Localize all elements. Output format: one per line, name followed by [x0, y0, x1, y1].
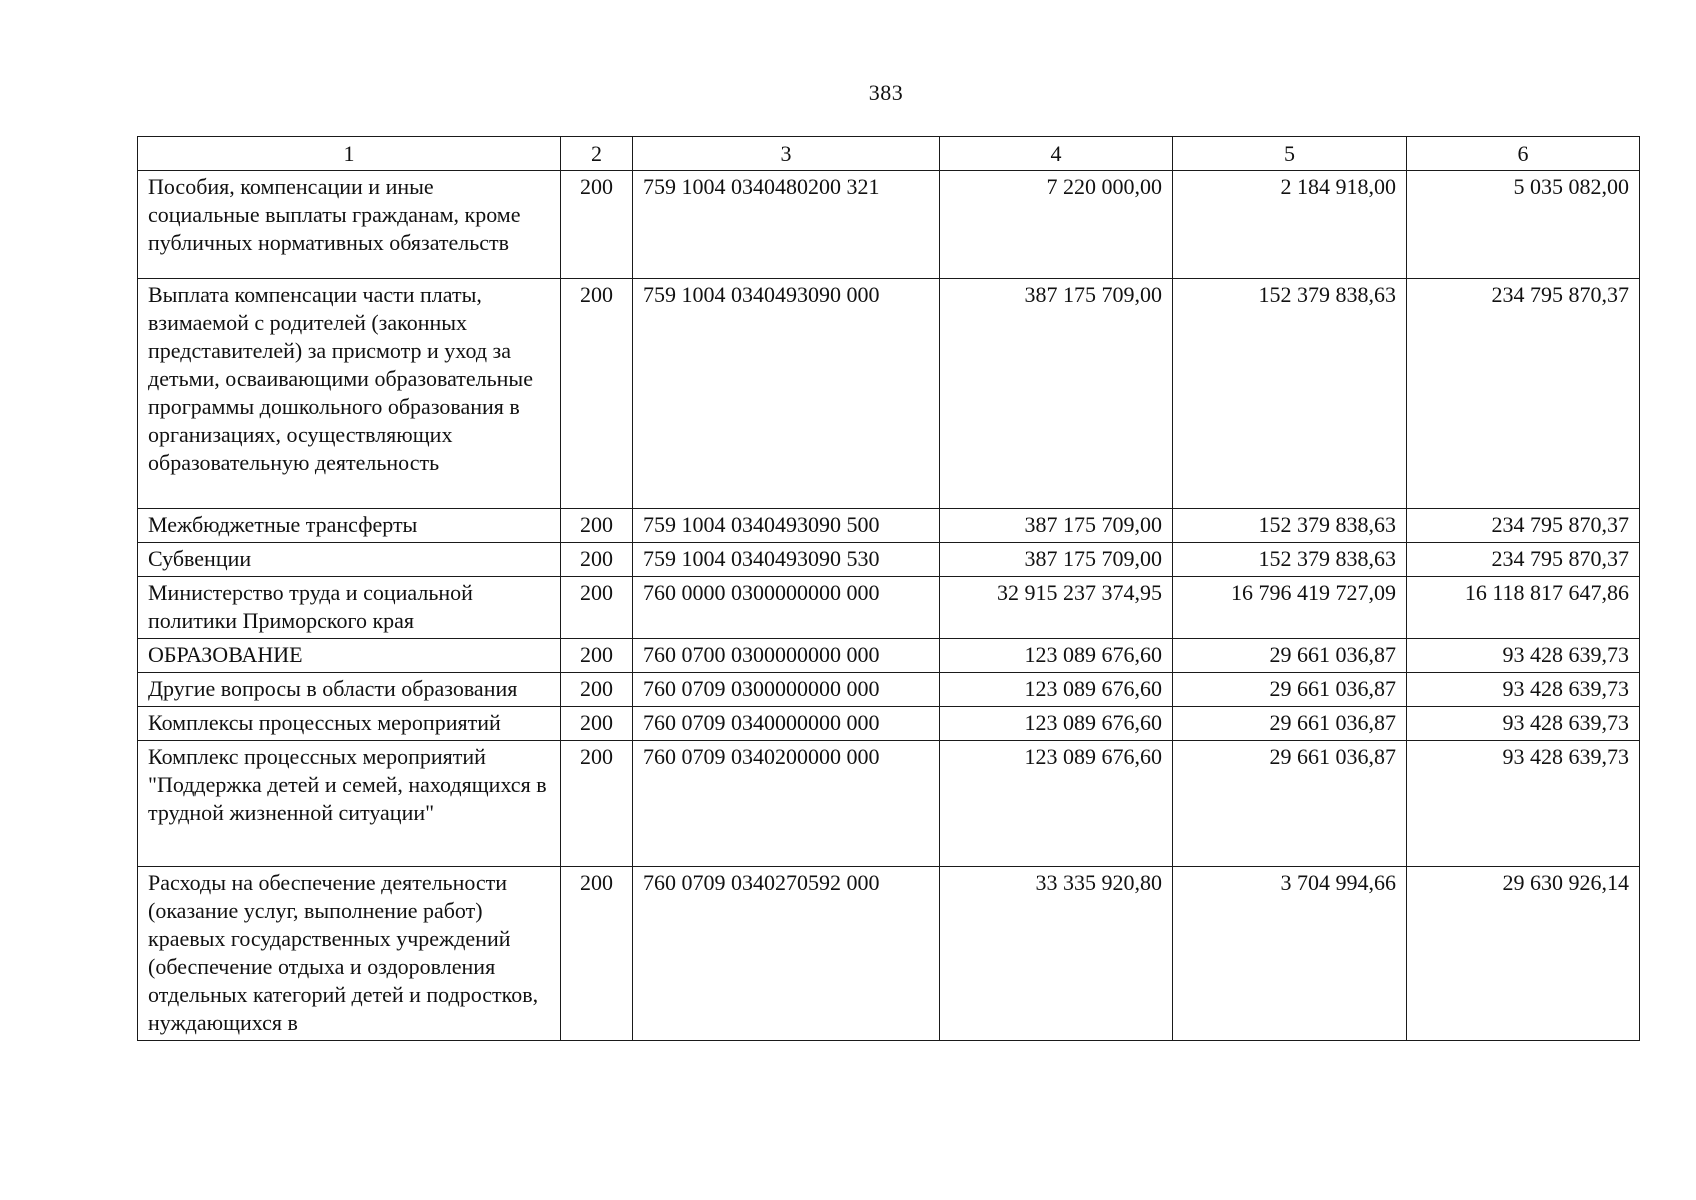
row-col4-value: 32 915 237 374,95 [940, 577, 1173, 639]
row-col6-value: 93 428 639,73 [1407, 639, 1640, 673]
row-line-code: 200 [561, 543, 633, 577]
row-name: Комплекс процессных мероприятий "Поддержка детей и семей, находящихся в трудной жизненной ситуации" [138, 741, 561, 867]
table-row [138, 509, 1640, 543]
row-line-code: 200 [561, 673, 633, 707]
row-budget-code: 759 1004 0340493090 500 [633, 509, 940, 543]
table-row [138, 673, 1640, 707]
row-line-code: 200 [561, 171, 633, 279]
row-col5-value: 152 379 838,63 [1173, 543, 1407, 577]
row-col4-value: 123 089 676,60 [940, 741, 1173, 867]
header-col-6: 6 [1407, 137, 1640, 171]
row-col5-value: 29 661 036,87 [1173, 741, 1407, 867]
row-line-code: 200 [561, 279, 633, 509]
row-budget-code: 760 0709 0340270592 000 [633, 867, 940, 1041]
row-col6-value: 29 630 926,14 [1407, 867, 1640, 1041]
row-col4-value: 387 175 709,00 [940, 543, 1173, 577]
row-col5-value: 152 379 838,63 [1173, 279, 1407, 509]
row-col6-value: 16 118 817 647,86 [1407, 577, 1640, 639]
table-row [138, 171, 1640, 279]
row-col5-value: 29 661 036,87 [1173, 639, 1407, 673]
row-col5-value: 16 796 419 727,09 [1173, 577, 1407, 639]
row-line-code: 200 [561, 577, 633, 639]
row-col4-value: 387 175 709,00 [940, 509, 1173, 543]
row-col4-value: 7 220 000,00 [940, 171, 1173, 279]
row-col5-value: 29 661 036,87 [1173, 707, 1407, 741]
row-name: Субвенции [138, 543, 561, 577]
table-row [138, 867, 1640, 1041]
row-budget-code: 760 0709 0340200000 000 [633, 741, 940, 867]
header-col-5: 5 [1173, 137, 1407, 171]
row-col6-value: 234 795 870,37 [1407, 543, 1640, 577]
row-line-code: 200 [561, 707, 633, 741]
row-col6-value: 93 428 639,73 [1407, 741, 1640, 867]
row-col4-value: 123 089 676,60 [940, 673, 1173, 707]
row-col5-value: 152 379 838,63 [1173, 509, 1407, 543]
row-col5-value: 2 184 918,00 [1173, 171, 1407, 279]
header-col-1: 1 [138, 137, 561, 171]
row-col4-value: 387 175 709,00 [940, 279, 1173, 509]
table-row [138, 543, 1640, 577]
row-name: Выплата компенсации части платы, взимаемой с родителей (законных представителей) за присмотр и уход за детьми, осваивающими образовательные программы дошкольного образования в организациях, осуществляющих образовательную деятельность [138, 279, 561, 509]
row-budget-code: 759 1004 0340480200 321 [633, 171, 940, 279]
row-col6-value: 93 428 639,73 [1407, 673, 1640, 707]
row-name: Комплексы процессных мероприятий [138, 707, 561, 741]
header-col-4: 4 [940, 137, 1173, 171]
row-budget-code: 760 0709 0340000000 000 [633, 707, 940, 741]
table-header [138, 137, 1640, 171]
row-budget-code: 760 0700 0300000000 000 [633, 639, 940, 673]
row-col4-value: 123 089 676,60 [940, 639, 1173, 673]
table-row [138, 577, 1640, 639]
row-col5-value: 29 661 036,87 [1173, 673, 1407, 707]
row-budget-code: 760 0000 0300000000 000 [633, 577, 940, 639]
row-line-code: 200 [561, 867, 633, 1041]
row-col6-value: 234 795 870,37 [1407, 509, 1640, 543]
row-name: Пособия, компенсации и иные социальные выплаты гражданам, кроме публичных нормативных обязательств [138, 171, 561, 279]
header-col-3: 3 [633, 137, 940, 171]
table-row [138, 741, 1640, 867]
row-line-code: 200 [561, 639, 633, 673]
row-col6-value: 5 035 082,00 [1407, 171, 1640, 279]
table-row [138, 707, 1640, 741]
row-budget-code: 759 1004 0340493090 000 [633, 279, 940, 509]
row-name: Министерство труда и социальной политики Приморского края [138, 577, 561, 639]
row-name: ОБРАЗОВАНИЕ [138, 639, 561, 673]
row-col4-value: 33 335 920,80 [940, 867, 1173, 1041]
row-name: Расходы на обеспечение деятельности (оказание услуг, выполнение работ) краевых государственных учреждений (обеспечение отдыха и оздоровления отдельных категорий детей и подростков, нуждающихся в [138, 867, 561, 1041]
row-col5-value: 3 704 994,66 [1173, 867, 1407, 1041]
header-row [138, 137, 1640, 171]
row-col4-value: 123 089 676,60 [940, 707, 1173, 741]
row-col6-value: 93 428 639,73 [1407, 707, 1640, 741]
budget-table [137, 136, 1640, 1041]
row-col6-value: 234 795 870,37 [1407, 279, 1640, 509]
row-budget-code: 759 1004 0340493090 530 [633, 543, 940, 577]
row-name: Межбюджетные трансферты [138, 509, 561, 543]
header-col-2: 2 [561, 137, 633, 171]
row-line-code: 200 [561, 741, 633, 867]
table-row [138, 639, 1640, 673]
row-line-code: 200 [561, 509, 633, 543]
row-name: Другие вопросы в области образования [138, 673, 561, 707]
table-body [138, 171, 1640, 1041]
table-row [138, 279, 1640, 509]
page-number: 383 [868, 80, 904, 105]
row-budget-code: 760 0709 0300000000 000 [633, 673, 940, 707]
